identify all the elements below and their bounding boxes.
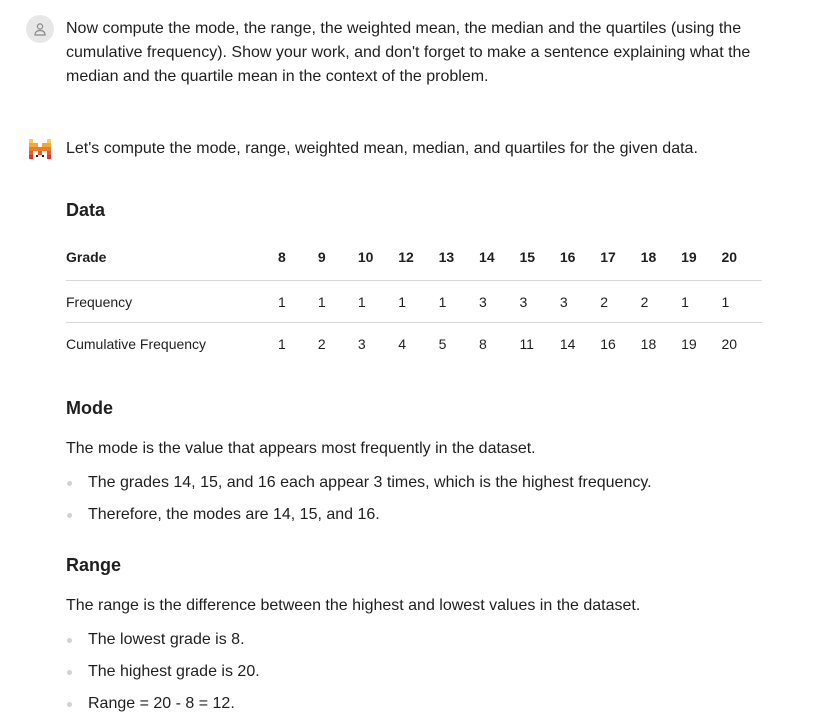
column-header-grade-value: 18 xyxy=(640,249,657,265)
list-item-text: Therefore, the modes are 14, 15, and 16. xyxy=(88,506,380,523)
column-header-grade-value: 16 xyxy=(559,249,576,265)
bullet-dot xyxy=(67,481,72,486)
column-header-grade-value: 19 xyxy=(681,249,697,265)
table-cell: 3 xyxy=(519,293,528,310)
mode-bullets xyxy=(66,471,766,527)
table-cell: 4 xyxy=(398,335,407,352)
bullet-dot xyxy=(67,702,72,707)
column-header-grade-value: 9 xyxy=(317,249,326,265)
column-header-grade-value: 17 xyxy=(600,249,616,265)
table-cell: 1 xyxy=(681,293,689,310)
table-cell: 3 xyxy=(479,293,487,310)
bullet-dot xyxy=(67,638,72,643)
mode-text: The mode is the value that appears most frequently in the dataset. xyxy=(66,440,536,457)
column-header-grade-value: 15 xyxy=(519,249,536,265)
table-cell: 2 xyxy=(640,293,649,310)
table-cell: 1 xyxy=(438,293,447,310)
table-cell: 1 xyxy=(721,293,730,310)
table-cell: 1 xyxy=(277,335,286,352)
table-cell: 20 xyxy=(721,335,738,352)
table-cell: 1 xyxy=(398,293,407,310)
range-text: The range is the difference between the highest and lowest values in the dataset. xyxy=(66,597,641,614)
table-cell: 1 xyxy=(317,293,326,310)
row-label: Frequency xyxy=(66,293,133,310)
intro-text: Let's compute the mode, range, weighted mean, median, and quartiles for the given data. xyxy=(66,140,698,157)
user-icon xyxy=(33,22,47,36)
table-cell: 5 xyxy=(438,335,447,352)
table-cell: 11 xyxy=(519,335,534,352)
list-item xyxy=(66,471,766,495)
table-cell: 16 xyxy=(600,335,616,352)
range-bullets xyxy=(66,628,766,716)
table-cell: 18 xyxy=(640,335,657,352)
column-header-grade-value: 20 xyxy=(721,249,738,265)
row-label: Cumulative Frequency xyxy=(66,335,207,352)
table-cell: 2 xyxy=(600,293,609,310)
list-item-text: The grades 14, 15, and 16 each appear 3 times, which is the highest frequency. xyxy=(88,474,652,491)
assistant-message-content xyxy=(66,137,766,724)
mode-heading: Mode xyxy=(66,398,113,418)
column-header-grade: Grade xyxy=(66,249,107,265)
table-cell: 1 xyxy=(277,293,286,310)
column-header-grade-value: 14 xyxy=(479,249,495,265)
list-item xyxy=(66,692,766,716)
list-item-text: The highest grade is 20. xyxy=(88,663,260,680)
data-heading: Data xyxy=(66,200,106,220)
column-header-grade-value: 8 xyxy=(277,249,286,265)
table-cell: 8 xyxy=(479,335,487,352)
column-header-grade-value: 13 xyxy=(438,249,455,265)
column-header-grade-value: 12 xyxy=(398,249,414,265)
table-row xyxy=(66,323,762,365)
table-cell: 1 xyxy=(357,293,366,310)
table-cell: 14 xyxy=(559,335,576,352)
range-heading: Range xyxy=(66,555,122,575)
table-cell: 3 xyxy=(559,293,568,310)
mistral-logo-icon xyxy=(29,139,51,159)
list-item xyxy=(66,628,766,652)
frequency-table xyxy=(66,240,762,364)
user-message-text: Now compute the mode, the range, the weighted mean, the median and the quartiles (using the cumulative frequency). Show your work, and don't forget to make a sentence explaining what the median and the quartile mean in the context of the problem. xyxy=(66,20,751,85)
bullet-dot xyxy=(67,670,72,675)
user-avatar xyxy=(26,15,54,43)
list-item-text: Range = 20 - 8 = 12. xyxy=(88,695,235,712)
table-row xyxy=(66,281,762,323)
column-header-grade-value: 10 xyxy=(357,249,374,265)
table-cell: 19 xyxy=(681,335,697,352)
table-header-row xyxy=(66,240,762,281)
table-cell: 3 xyxy=(357,335,366,352)
list-item xyxy=(66,503,766,527)
table-cell: 2 xyxy=(317,335,326,352)
bullet-dot xyxy=(67,513,72,518)
list-item-text: The lowest grade is 8. xyxy=(88,631,245,648)
list-item xyxy=(66,660,766,684)
